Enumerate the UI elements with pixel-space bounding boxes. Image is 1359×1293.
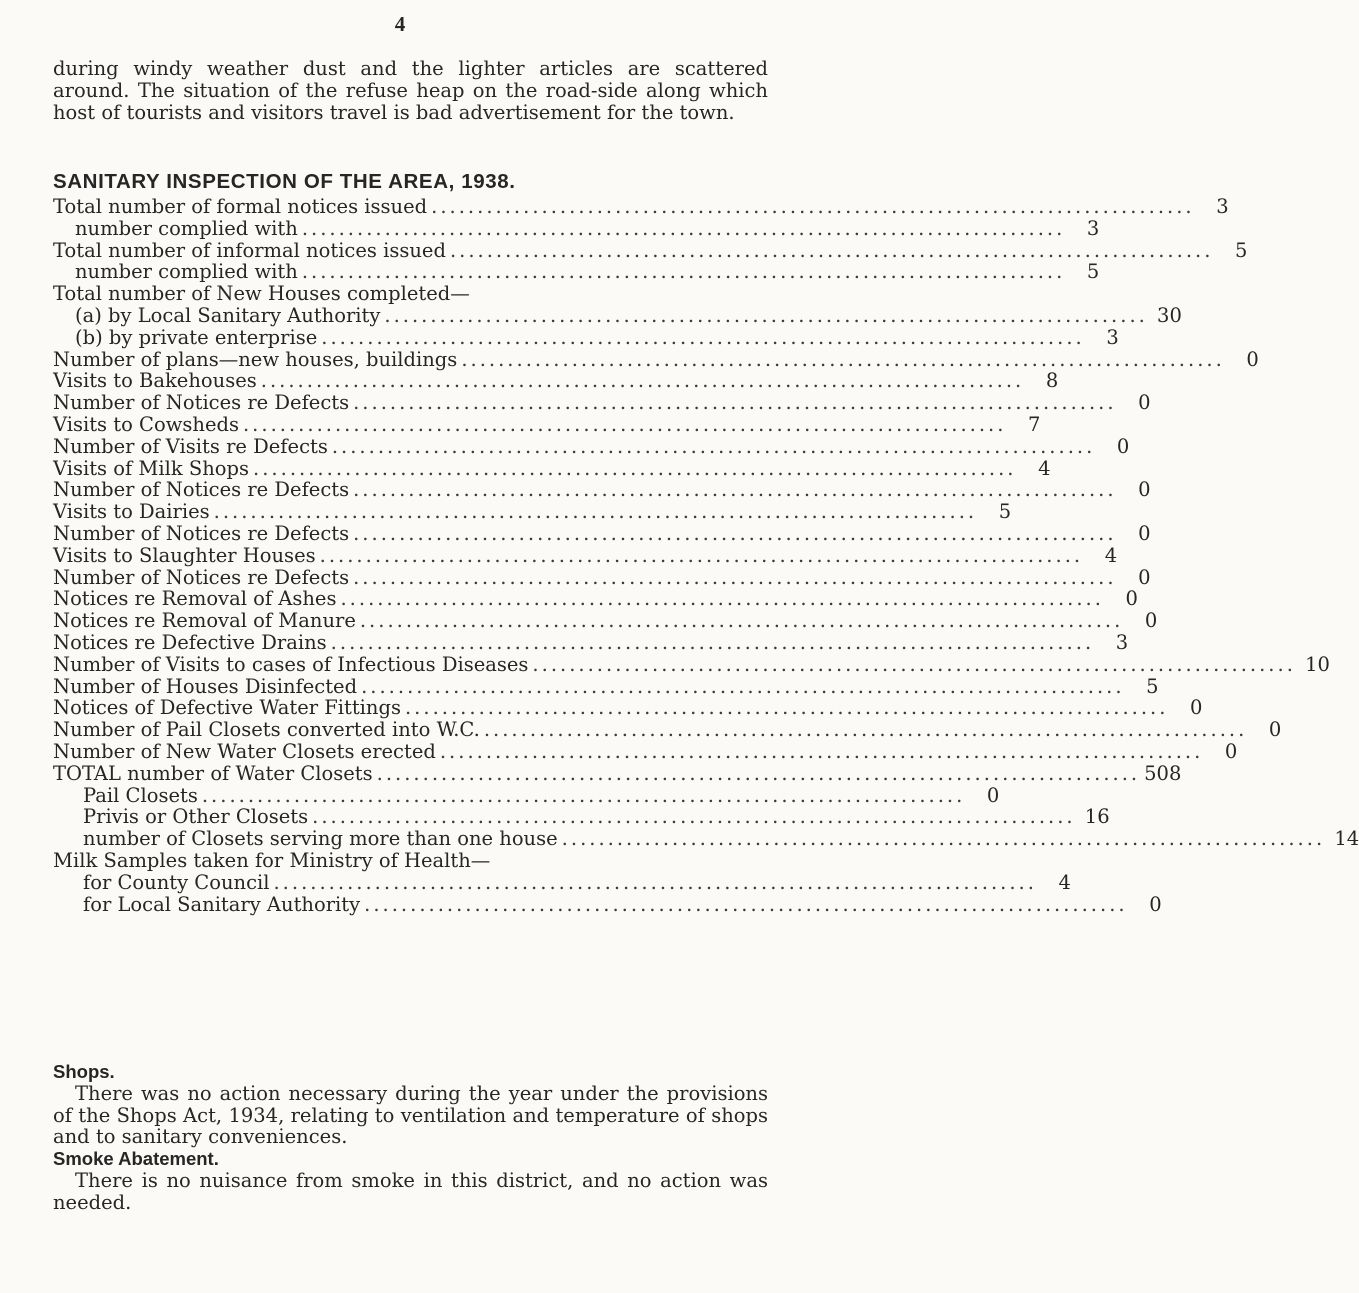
dot-leader: ...................................................................................	[561, 827, 1326, 851]
row-value: 7	[1028, 412, 1041, 436]
dot-leader: ...................................................................................	[253, 456, 1017, 480]
row-label: (b) by private enterprise	[75, 325, 318, 349]
row-value: 3	[1106, 325, 1119, 349]
row-label: Visits to Slaughter Houses	[53, 543, 316, 567]
dot-leader: ...................................................................................	[340, 587, 1104, 611]
row-value: 0	[1246, 347, 1259, 371]
dot-leader: ...................................................................................	[301, 216, 1066, 240]
row-label: Number of Notices re Defects	[53, 521, 350, 545]
row-value: 0	[1268, 718, 1282, 742]
table-row	[53, 565, 1151, 589]
dot-leader: ...................................................................................	[273, 870, 1037, 894]
dot-leader: ...................................................................................	[404, 696, 1169, 720]
row-value: 0	[1125, 587, 1138, 611]
table-row	[53, 674, 1159, 698]
table-row	[53, 391, 1151, 415]
section-title: SANITARY INSPECTION OF THE AREA, 1938.	[53, 170, 516, 193]
table-row	[53, 456, 1051, 480]
row-value: 0	[1224, 739, 1238, 763]
row-label: Number of Visits re Defects	[53, 434, 328, 458]
shops-heading: Shops.	[53, 1061, 115, 1082]
table-row	[53, 238, 1248, 262]
row-label: number complied with	[75, 216, 298, 240]
row-value: 14	[1334, 827, 1359, 851]
table-row	[53, 739, 1238, 763]
row-value: 0	[1138, 521, 1151, 545]
table-row	[53, 303, 1182, 327]
dot-leader: ...................................................................................	[361, 674, 1125, 698]
dot-leader: ...................................................................................	[431, 195, 1195, 218]
dot-leader: ...................................................................................	[353, 478, 1117, 502]
row-value: 3	[1115, 630, 1129, 654]
row-label: for County Council	[83, 870, 270, 894]
row-value: 0	[1138, 565, 1151, 589]
row-value: 0	[1190, 696, 1203, 720]
table-row	[53, 850, 768, 872]
table-row	[53, 216, 1100, 240]
table-row	[53, 718, 1282, 742]
table-row	[53, 478, 1151, 502]
table-row	[53, 805, 1110, 829]
dot-leader: ...................................................................................	[359, 609, 1124, 633]
row-value: 10	[1305, 652, 1330, 676]
row-label: Notices of Defective Water Fittings	[53, 696, 401, 720]
table-row	[53, 761, 1182, 785]
row-label: TOTAL number of Water Closets	[53, 761, 373, 785]
row-label: Number of New Water Closets erected	[53, 739, 436, 763]
row-value: 3	[1216, 195, 1229, 218]
table-row	[53, 609, 1158, 633]
row-label: Number of Notices re Defects	[53, 565, 350, 589]
row-value: 4	[1058, 870, 1071, 894]
table-row	[53, 892, 1162, 916]
dot-leader: ...................................................................................	[353, 521, 1117, 545]
row-label: Milk Samples taken for Ministry of Health—	[53, 848, 491, 872]
row-label: Total number of informal notices issued	[53, 238, 446, 262]
statistics-table	[53, 195, 1359, 916]
row-label: Number of Visits to cases of Infectious Diseases	[53, 652, 529, 676]
row-label: Number of Pail Closets converted into W.C.	[53, 718, 480, 742]
dot-leader: ...................................................................................	[532, 652, 1296, 676]
dot-leader: ...................................................................................	[330, 630, 1095, 654]
row-label: Visits to Dairies	[53, 500, 210, 524]
row-label: Notices re Removal of Manure	[53, 609, 356, 633]
row-label: number of Closets serving more than one house	[83, 827, 558, 851]
table-row	[53, 283, 768, 305]
shops-paragraph: There was no action necessary during the year under the provisions of the Shops Act, 1934, relating to ventilation and temperature of shops and to sanitary conveniences.	[53, 1081, 768, 1149]
row-value: 0	[1138, 391, 1151, 415]
dot-leader: ...................................................................................	[353, 391, 1117, 415]
row-value: 5	[1146, 674, 1159, 698]
page-number: 4	[394, 12, 406, 36]
smoke-abatement-paragraph: There is no nuisance from smoke in this district, and no action was needed.	[53, 1168, 768, 1214]
dot-leader: ...................................................................................	[312, 805, 1076, 829]
row-value: 508	[1144, 761, 1182, 785]
dot-leader: ...................................................................................	[353, 565, 1117, 589]
table-row	[53, 347, 1259, 371]
row-label: Number of Notices re Defects	[53, 391, 350, 415]
table-row	[53, 260, 1100, 284]
table-row	[53, 500, 1012, 524]
table-row	[53, 412, 1041, 436]
row-value: 4	[1038, 456, 1051, 480]
row-label: Notices re Defective Drains	[53, 630, 327, 654]
table-row	[53, 696, 1203, 720]
row-value: 0	[1138, 478, 1151, 502]
row-label: Total number of New Houses completed—	[53, 282, 470, 306]
row-value: 5	[1086, 260, 1100, 284]
dot-leader: ...................................................................................	[242, 412, 1007, 436]
row-label: Number of Houses Disinfected	[53, 674, 358, 698]
row-value: 5	[998, 500, 1012, 524]
row-label: for Local Sanitary Authority	[83, 892, 361, 916]
dot-leader: ...................................................................................	[483, 718, 1248, 742]
row-label: Visits to Cowsheds	[53, 412, 239, 436]
dot-leader: ...................................................................................	[319, 543, 1084, 567]
table-row	[53, 783, 1000, 807]
dot-leader: ...................................................................................	[461, 347, 1225, 371]
table-row	[53, 195, 1229, 218]
row-value: 0	[1149, 892, 1162, 916]
row-value: 5	[1235, 238, 1248, 262]
row-label: Notices re Removal of Ashes	[53, 587, 337, 611]
dot-leader: ...................................................................................	[301, 260, 1066, 284]
row-value: 16	[1084, 805, 1110, 829]
dot-leader: ...................................................................................	[439, 739, 1204, 763]
row-label: Total number of formal notices issued	[53, 195, 428, 218]
row-value: 4	[1104, 543, 1118, 567]
table-row	[53, 587, 1138, 611]
table-row	[53, 521, 1151, 545]
row-value: 8	[1045, 369, 1059, 393]
table-row	[53, 652, 1330, 676]
smoke-abatement-heading: Smoke Abatement.	[53, 1148, 219, 1170]
row-label: Number of Notices re Defects	[53, 478, 350, 502]
dot-leader: ...................................................................................	[260, 369, 1025, 393]
row-label: Visits to Bakehouses	[53, 369, 257, 393]
row-label: (a) by Local Sanitary Authority	[75, 303, 381, 327]
table-row	[53, 543, 1118, 567]
dot-leader: ...................................................................................	[364, 892, 1128, 916]
dot-leader: ...................................................................................	[201, 783, 966, 807]
row-value: 3	[1086, 216, 1100, 240]
row-value: 30	[1157, 303, 1182, 327]
table-row	[53, 434, 1130, 458]
table-row	[53, 827, 1359, 851]
row-label: Pail Closets	[83, 783, 198, 807]
table-row	[53, 870, 1071, 894]
row-label: Visits of Milk Shops	[53, 456, 250, 480]
dot-leader: ...................................................................................	[449, 238, 1214, 262]
dot-leader: ...................................................................................	[384, 303, 1148, 327]
closing-sections	[53, 1061, 768, 1214]
table-row	[53, 325, 1119, 349]
dot-leader: ...................................................................................	[376, 761, 1141, 785]
table-row	[53, 630, 1129, 654]
row-label: Number of plans—new houses, buildings	[53, 347, 458, 371]
row-value: 0	[1116, 434, 1130, 458]
table-row	[53, 369, 1059, 393]
row-value: 0	[986, 783, 1000, 807]
dot-leader: ...................................................................................	[331, 434, 1096, 458]
intro-paragraph: during windy weather dust and the lighter articles are scattered around. The situation of the refuse heap on the road-side along which host of tourists and visitors travel is bad advertisement for the town.	[53, 57, 768, 124]
row-label: Privis or Other Closets	[83, 805, 309, 829]
dot-leader: ...................................................................................	[321, 325, 1085, 349]
dot-leader: ...................................................................................	[213, 500, 978, 524]
row-label: number complied with	[75, 260, 298, 284]
row-value: 0	[1144, 609, 1158, 633]
